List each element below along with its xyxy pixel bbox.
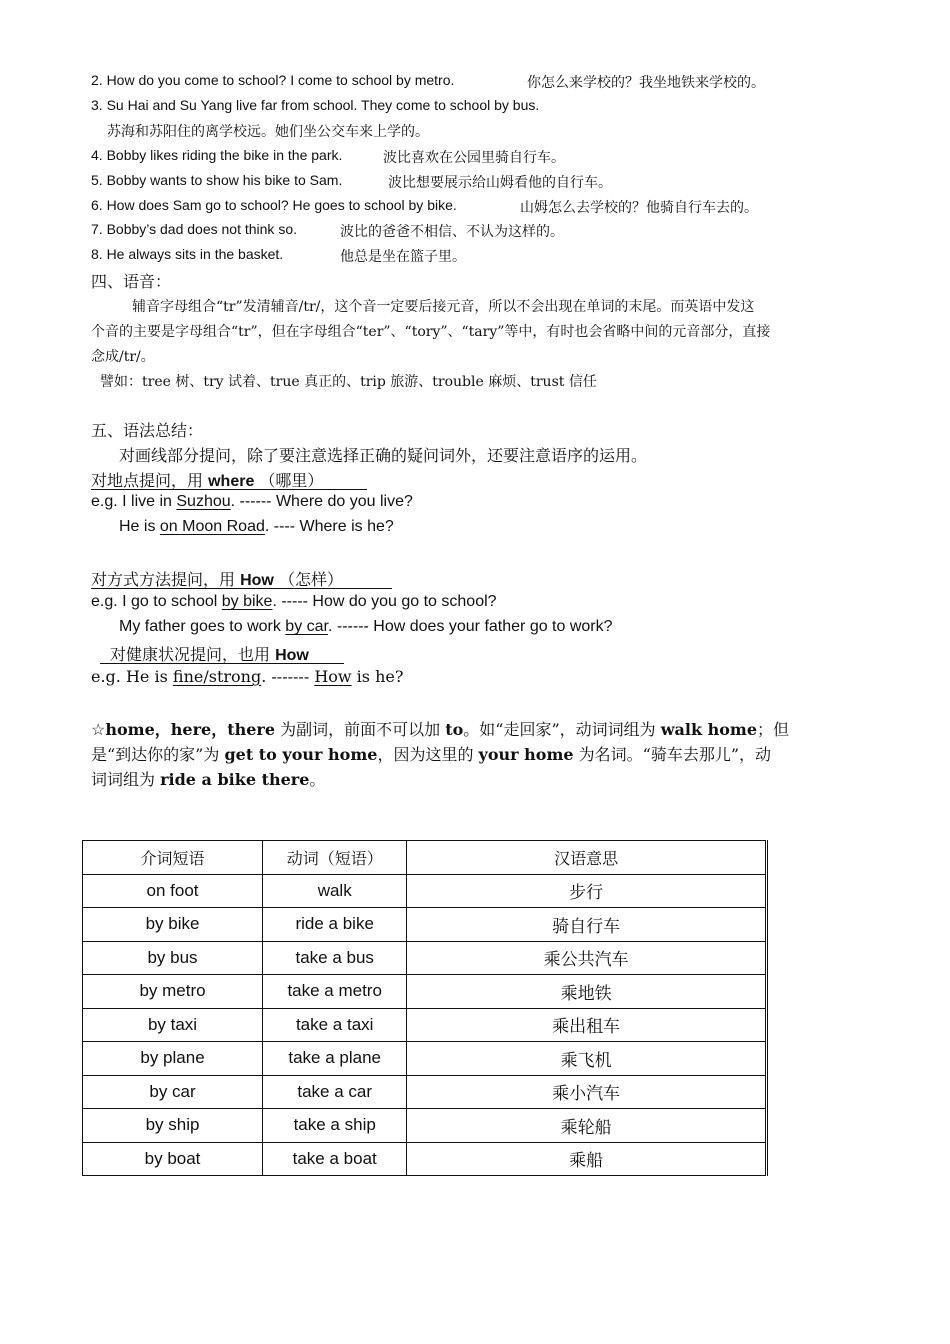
phonics-heading: 四、语音： xyxy=(91,272,172,291)
note-text: 是“到达你的家”为 xyxy=(91,745,225,764)
table-header-row xyxy=(83,841,767,875)
sentence-en: 6. How does Sam go to school? He goes to school by bike. xyxy=(91,197,457,213)
health-rule-heading xyxy=(110,642,309,665)
table-row xyxy=(83,1142,767,1176)
example-text: e.g. I go to school xyxy=(91,593,222,610)
example-text: . ------- xyxy=(261,667,315,686)
underlined-part: Suzhou xyxy=(176,493,231,510)
table-cell: walk xyxy=(263,874,407,908)
note-text: 为副词，前面不可以加 xyxy=(275,720,446,739)
sentence-en: 4. Bobby likes riding the bike in the park. xyxy=(91,147,343,163)
table-cell: ride a bike xyxy=(263,908,407,942)
underlined-part: by car xyxy=(285,618,328,635)
table-cell: take a metro xyxy=(263,975,407,1009)
note-text: 为名词。“骑车去那儿”，动 xyxy=(573,745,771,764)
sentence-3 xyxy=(91,97,539,113)
table-cell: by taxi xyxy=(83,1008,263,1042)
note-text: 。如“走回家”，动词词组为 xyxy=(463,720,661,739)
note-line-2 xyxy=(91,742,771,765)
sentence-6 xyxy=(91,197,758,216)
table-row xyxy=(83,908,767,942)
note-bold: get to your home xyxy=(224,745,378,764)
example-text: e.g. I live in xyxy=(91,493,177,510)
example-text: is he? xyxy=(351,667,404,686)
table-cell: 步行 xyxy=(407,874,767,908)
underlined-part: fine/strong xyxy=(172,667,262,686)
note-bold: here xyxy=(170,720,212,739)
table-cell: on foot xyxy=(83,874,263,908)
table-cell: 乘地铁 xyxy=(407,975,767,1009)
health-example xyxy=(91,667,403,686)
how-rule-heading xyxy=(91,567,343,590)
note-bold: to xyxy=(445,720,464,739)
note-bold: walk home xyxy=(660,720,758,739)
where-rule-heading xyxy=(91,468,323,491)
header-cell: 汉语意思 xyxy=(407,841,767,875)
underlined-part: on Moon Road xyxy=(159,518,265,535)
note-text: ，因为这里的 xyxy=(377,745,479,764)
note-bold: there xyxy=(227,720,276,739)
note-line-1 xyxy=(91,717,789,740)
table-row xyxy=(83,1075,767,1109)
table-cell: by plane xyxy=(83,1042,263,1076)
health-keyword: How xyxy=(275,647,309,664)
sentence-cn: 波比喜欢在公园里骑自行车。 xyxy=(383,150,565,166)
where-keyword: where xyxy=(208,473,255,490)
transport-vocabulary-table xyxy=(82,840,768,1176)
table-cell: by ship xyxy=(83,1109,263,1143)
table-cell: by bus xyxy=(83,941,263,975)
header-cell: 介词短语 xyxy=(83,841,263,875)
phonics-paragraph-line-2: 个音的主要是字母组合“tr”，但在字母组合“ter”、“tory”、“tary”等中，有时也会省略中间的元音部分，直接 xyxy=(91,324,771,340)
table-cell: take a plane xyxy=(263,1042,407,1076)
note-text: 词词组为 xyxy=(91,770,161,789)
example-text: He is xyxy=(119,518,160,535)
sentence-en: 5. Bobby wants to show his bike to Sam. xyxy=(91,172,343,188)
table-cell: by boat xyxy=(83,1142,263,1176)
example-text: . ------ Where do you live? xyxy=(230,493,413,510)
note-text: 。 xyxy=(309,770,326,789)
table-row xyxy=(83,1008,767,1042)
heading-underline xyxy=(91,489,367,490)
note-bold: ， xyxy=(154,720,171,739)
header-cell: 动词（短语） xyxy=(263,841,407,875)
note-bold: your home xyxy=(478,745,574,764)
phonics-examples: 譬如：tree 树、try 试着、true 真正的、trip 旅游、trouble 麻烦、trust 信任 xyxy=(100,374,597,390)
how-example-2 xyxy=(119,618,613,636)
sentence-cn: 波比想要展示给山姆看他的自行车。 xyxy=(388,175,612,191)
sentence-en: 3. Su Hai and Su Yang live far from school. They come to school by bus. xyxy=(91,97,540,113)
sentence-cn: 波比的爸爸不相信、不认为这样的。 xyxy=(340,224,564,240)
table-cell: by bike xyxy=(83,908,263,942)
table-cell: 乘出租车 xyxy=(407,1008,767,1042)
sentence-2 xyxy=(91,72,765,91)
grammar-intro: 对画线部分提问，除了要注意选择正确的疑问词外，还要注意语序的运用。 xyxy=(119,446,648,465)
sentence-en: 7. Bobby’s dad does not think so. xyxy=(91,221,297,237)
note-bold: home xyxy=(105,720,155,739)
table-cell: take a bus xyxy=(263,941,407,975)
note-bold: ride a bike there xyxy=(160,770,310,789)
table-cell: take a taxi xyxy=(263,1008,407,1042)
sentence-cn: 苏海和苏阳住的离学校远。她们坐公交车来上学的。 xyxy=(107,124,429,140)
sentence-en: 2. How do you come to school? I come to school by metro. xyxy=(91,72,455,88)
where-heading-text: 对地点提问，用 xyxy=(91,471,209,490)
table-cell: by car xyxy=(83,1075,263,1109)
table-row xyxy=(83,975,767,1009)
star-icon: ☆ xyxy=(91,720,106,739)
table-cell: 乘轮船 xyxy=(407,1109,767,1143)
table-cell: 骑自行车 xyxy=(407,908,767,942)
note-line-3 xyxy=(91,767,325,790)
sentence-cn: 你怎么来学校的？我坐地铁来学校的。 xyxy=(527,75,765,91)
example-text: . ----- How do you go to school? xyxy=(272,593,497,610)
note-text: ；但 xyxy=(757,720,790,739)
sentence-7 xyxy=(91,221,564,240)
example-text: . ------ How does your father go to work? xyxy=(327,618,613,635)
grammar-heading: 五、语法总结： xyxy=(91,421,204,440)
table-row xyxy=(83,941,767,975)
table-cell: by metro xyxy=(83,975,263,1009)
where-example-1 xyxy=(91,493,413,511)
table-cell: take a boat xyxy=(263,1142,407,1176)
table-row xyxy=(83,1109,767,1143)
sentence-en: 8. He always sits in the basket. xyxy=(91,246,284,262)
sentence-cn: 他总是坐在篮子里。 xyxy=(340,249,466,265)
table-cell: 乘船 xyxy=(407,1142,767,1176)
phonics-paragraph-line-1: 辅音字母组合“tr”发清辅音/tr/，这个音一定要后接元音，所以不会出现在单词的末尾。而英语中发这 xyxy=(132,299,755,315)
how-heading-gloss: （怎样） xyxy=(273,570,343,589)
sentence-4 xyxy=(91,147,565,166)
where-heading-gloss: （哪里） xyxy=(254,471,324,490)
table-cell: take a ship xyxy=(263,1109,407,1143)
underlined-part: How xyxy=(314,667,352,686)
table-cell: 乘小汽车 xyxy=(407,1075,767,1109)
heading-underline xyxy=(100,663,344,664)
sentence-5 xyxy=(91,172,612,191)
health-heading-text: 对健康状况提问，也用 xyxy=(110,645,276,664)
how-heading-text: 对方式方法提问，用 xyxy=(91,570,241,589)
underlined-part: by bike xyxy=(221,593,273,610)
heading-underline xyxy=(91,588,392,589)
note-bold: ， xyxy=(211,720,228,739)
phonics-paragraph-line-3: 念成/tr/。 xyxy=(91,349,155,365)
table-row xyxy=(83,874,767,908)
example-text: . ---- Where is he? xyxy=(264,518,394,535)
how-example-1 xyxy=(91,593,497,611)
sentence-8 xyxy=(91,246,466,265)
table-cell: take a car xyxy=(263,1075,407,1109)
table-cell: 乘公共汽车 xyxy=(407,941,767,975)
example-text: e.g. He is xyxy=(91,667,173,686)
example-text: My father goes to work xyxy=(119,618,286,635)
table-row xyxy=(83,1042,767,1076)
table-cell: 乘飞机 xyxy=(407,1042,767,1076)
sentence-cn: 山姆怎么去学校的？他骑自行车去的。 xyxy=(520,200,758,216)
how-keyword: How xyxy=(240,572,274,589)
where-example-2 xyxy=(119,518,394,536)
